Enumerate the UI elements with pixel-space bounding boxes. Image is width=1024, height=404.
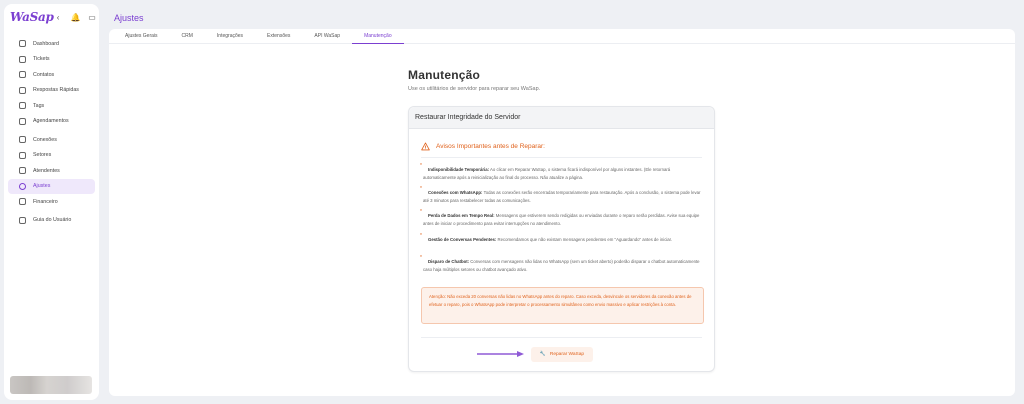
tab-bar [109,29,1015,44]
item-text: Conversas com mensagens não lidas no WhatsApp (sem um ticket aberto) poderão disparar o chatbot automaticamente caso haja múltiplos setores ou chatbot avançado ativo. [423,259,700,272]
sidebar-item-setores[interactable] [8,148,95,164]
list-item [420,163,703,181]
sidebar [4,4,99,400]
sidebar-item-label: Dashboard [33,40,59,47]
sidebar-item-label: Atendentes [33,167,60,174]
list-item [420,209,703,227]
item-title: Perda de Dados em Tempo Real: [428,213,495,218]
divider [421,337,702,338]
logo[interactable]: WaSap [10,10,54,24]
bell-icon[interactable]: 🔔 [70,12,81,22]
warning-heading [421,142,545,151]
tab-crm[interactable]: CRM [181,33,193,39]
sidebar-nav [4,36,99,228]
sidebar-item-conexoes[interactable] [8,132,95,148]
tab-manutencao[interactable]: Manutenção [352,29,404,44]
page-title: Ajustes [114,13,144,23]
item-title: Gestão de Conversas Pendentes: [428,237,497,242]
user-profile[interactable] [10,376,92,394]
tab-extensoes[interactable]: Extensões [267,33,291,39]
sidebar-item-atendentes[interactable] [8,163,95,179]
sidebar-item-label: Ajustes [33,183,51,190]
repair-button[interactable] [531,347,593,362]
bullet-icon: * [420,233,422,239]
item-title: Indisponibilidade Temporária: [428,167,490,172]
sidebar-item-tags[interactable] [8,98,95,114]
sidebar-item-contatos[interactable] [8,67,95,83]
wrench-icon: 🔧 [539,352,546,357]
sidebar-item-label: Guia do Usuário [33,217,72,224]
repair-button-label: Reparar WaSap [549,352,585,357]
quick-reply-icon [19,87,26,94]
sidebar-item-guia-do-usuario[interactable] [8,213,95,229]
home-icon [19,40,26,47]
contacts-icon [19,71,26,78]
calendar-icon [19,118,26,125]
main-panel [109,29,1015,396]
sidebar-item-tickets[interactable] [8,52,95,68]
messages-icon[interactable]: ▭ [88,12,96,22]
sidebar-item-agendamentos[interactable] [8,114,95,130]
sidebar-item-label: Financeiro [33,198,58,205]
chevron-left-icon[interactable]: ‹ [56,12,60,22]
sectors-icon [19,152,26,159]
sidebar-item-label: Respostas Rápidas [33,87,79,94]
sidebar-header [4,4,99,30]
item-text: Ao clicar em Reparar WaSap, o sistema ficará indisponível por alguns instantes. (Ele retornará automaticamente após a reinicialização ao final do processo. Não atualize a página. [423,167,671,180]
item-text: Recomendamos que não existam mensagens pendentes em "Aguardando" antes de iniciar. [497,237,673,242]
list-item [420,255,703,273]
sidebar-item-dashboard[interactable] [8,36,95,52]
section-subtitle: Use os utilitários de servidor para reparar seu WaSap. [408,86,541,92]
wallet-icon [19,198,26,205]
repair-card [408,106,715,372]
item-title: Conexões com WhatsApp: [428,190,483,195]
tab-api-wasap[interactable]: API WaSap [314,33,341,39]
tag-icon [19,102,26,109]
sidebar-item-label: Agendamentos [33,118,69,125]
sidebar-item-respostas-rapidas[interactable] [8,83,95,99]
bullet-icon: * [420,186,422,192]
card-title: Restaurar Integridade do Servidor [409,107,714,129]
bullet-icon: * [420,255,422,261]
list-item [420,186,703,204]
sidebar-item-label: Contatos [33,71,55,78]
divider [421,157,702,158]
guide-icon [19,217,26,224]
attention-alert: Atenção: Não exceda 20 conversas não lidas no WhatsApp antes do reparo. Caso exceda, desvincule os servidores da conexão antes de efetuar o reparo, pois o WhatsApp pode interpretar o processamento simultâneo como envio massivo e aplicar restrições à conta. [421,287,704,324]
warning-title: Avisos Importantes antes de Reparar: [436,143,545,150]
item-text: Todas as conexões serão encerradas temporariamente para restauração. Após a conclusão, o sistema pode levar até 3 minutos para restabelecer todas as comunicações. [423,190,701,203]
item-title: Disparo de Chatbot: [428,259,470,264]
item-text: Mensagens que estiverem sendo redigidas ou enviadas durante o reparo serão perdidas. Avise sua equipe antes de iniciar o procedimento para evitar interrupções no atendimento. [423,213,700,226]
sidebar-item-financeiro[interactable] [8,194,95,210]
tab-integracoes[interactable]: Integrações [216,33,244,39]
sidebar-item-label: Tickets [33,56,50,63]
list-item [420,233,703,244]
bullet-icon: * [420,209,422,215]
chat-icon [19,56,26,63]
sidebar-item-label: Tags [33,102,45,109]
sidebar-item-label: Conexões [33,136,57,143]
sidebar-item-label: Setores [33,152,52,159]
section-title: Manutenção [408,68,481,82]
settings-icon [19,183,26,190]
tab-ajustes-gerais[interactable]: Ajustes Gerais [125,33,158,39]
users-icon [19,167,26,174]
connections-icon [19,136,26,143]
arrow-right-icon [477,351,525,357]
warning-icon [421,142,430,151]
bullet-icon: * [420,163,422,169]
sidebar-item-ajustes[interactable] [8,179,95,195]
